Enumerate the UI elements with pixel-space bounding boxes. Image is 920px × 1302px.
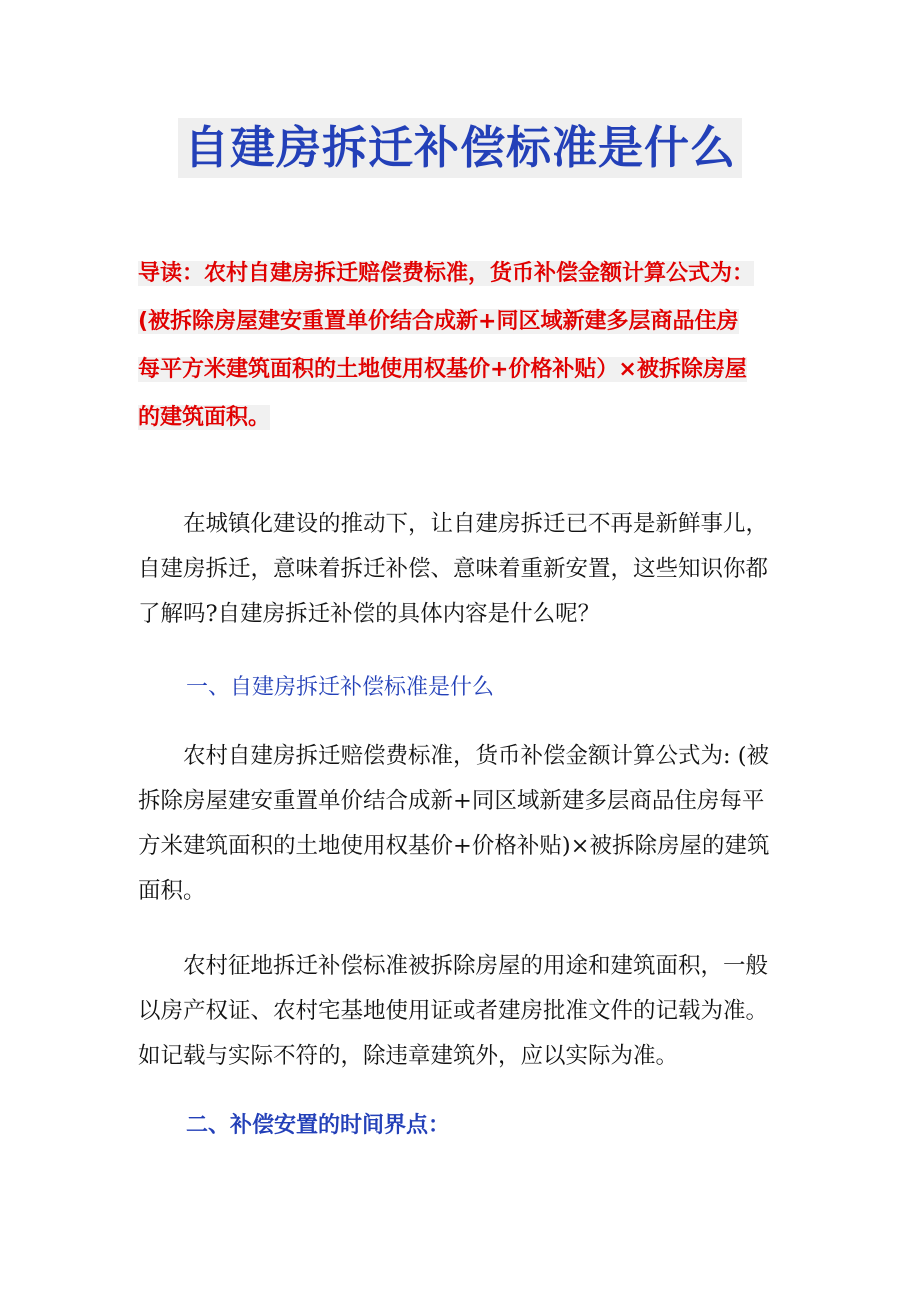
- paragraph-line: 方米建筑面积的土地使用权基价+价格补贴)×被拆除房屋的建筑: [138, 833, 770, 859]
- section-heading-1: 一、自建房拆迁补偿标准是什么: [186, 675, 495, 700]
- paragraph-line: 如记载与实际不符的，除违章建筑外，应以实际为准。: [138, 1043, 679, 1069]
- paragraph-1: [138, 502, 784, 637]
- section-heading-2: 二、补偿安置的时间界点：: [186, 1113, 451, 1138]
- paragraph-2: [138, 734, 784, 914]
- paragraph-line: 面积。: [138, 878, 206, 904]
- paragraph-3: [138, 944, 784, 1079]
- paragraph-line: 农村征地拆迁补偿标准被拆除房屋的用途和建筑面积，一般: [138, 953, 769, 979]
- intro-line: 每平方米建筑面积的土地使用权基价+价格补贴）×被拆除房屋: [138, 357, 747, 382]
- paragraph-line: 了解吗?自建房拆迁补偿的具体内容是什么呢？: [138, 601, 601, 627]
- intro-summary: [138, 250, 798, 442]
- paragraph-line: 拆除房屋建安重置单价结合成新+同区域新建多层商品住房每平: [138, 788, 765, 814]
- page-title: 自建房拆迁补偿标准是什么: [178, 118, 742, 178]
- intro-line: (被拆除房屋建安重置单价结合成新+同区域新建多层商品住房: [138, 309, 739, 334]
- paragraph-line: 农村自建房拆迁赔偿费标准，货币补偿金额计算公式为: (被: [138, 743, 770, 769]
- intro-line: 的建筑面积。: [138, 405, 271, 430]
- paragraph-line: 在城镇化建设的推动下，让自建房拆迁已不再是新鲜事儿，: [138, 511, 769, 537]
- intro-line: 导读：农村自建房拆迁赔偿费标准，货币补偿金额计算公式为：: [138, 261, 755, 286]
- paragraph-line: 以房产权证、农村宅基地使用证或者建房批准文件的记载为准。: [138, 998, 769, 1024]
- title-container: [0, 118, 920, 178]
- paragraph-line: 自建房拆迁，意味着拆迁补偿、意味着重新安置，这些知识你都: [138, 556, 769, 582]
